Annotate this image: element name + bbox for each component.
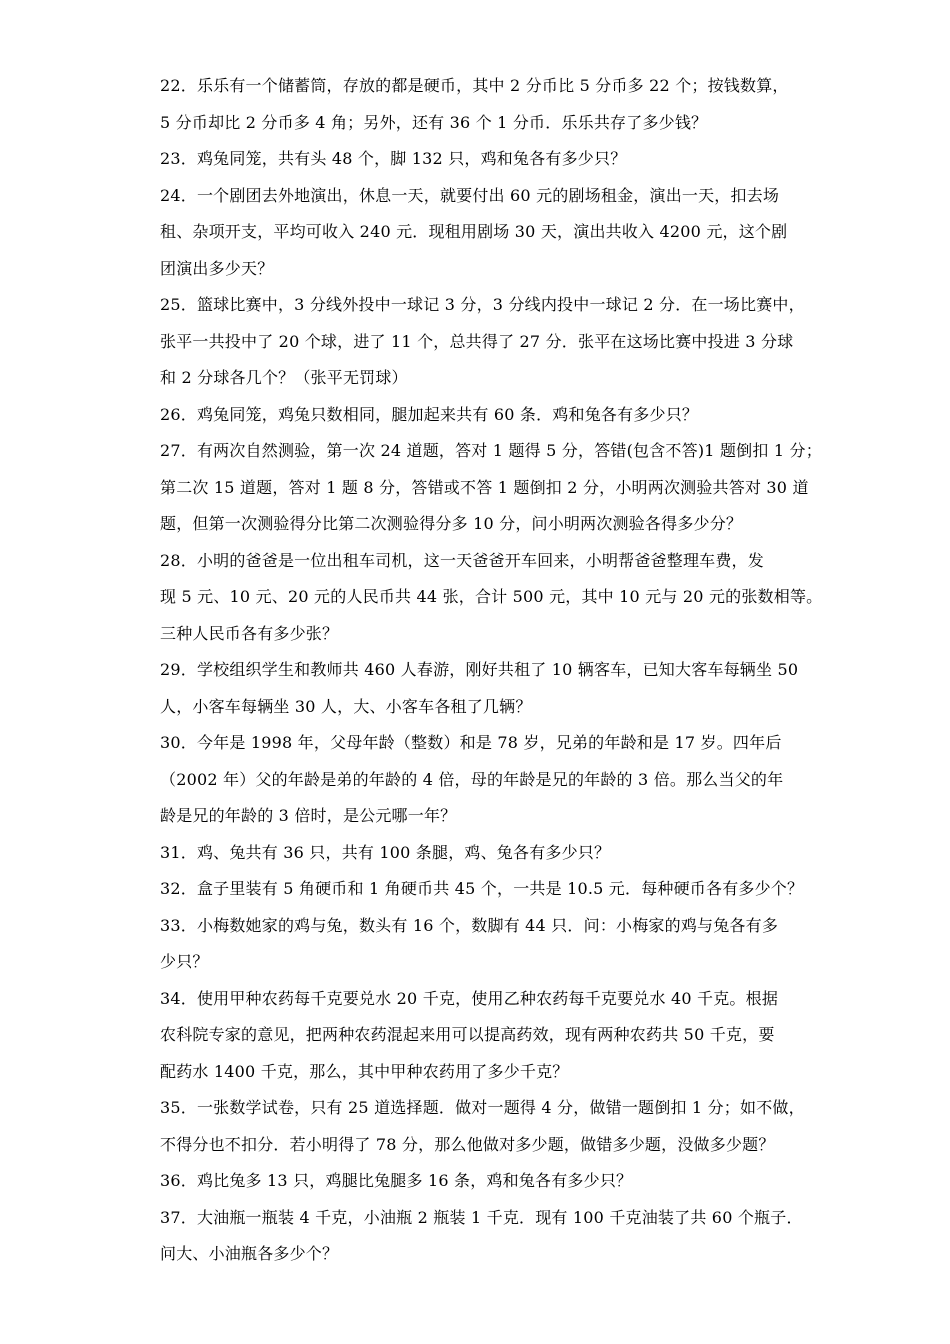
text-line: 配药水 1400 千克，那么，其中甲种农药用了多少千克？: [160, 1062, 569, 1081]
text-line: 题，但第一次测验得分比第二次测验得分多 10 分，问小明两次测验各得多少分？: [160, 514, 743, 533]
text-line: 32．盒子里装有 5 角硬币和 1 角硬币共 45 个，一共是 10.5 元．每种硬币各有多少个？: [160, 879, 804, 898]
text-line: 26．鸡兔同笼，鸡兔只数相同，腿加起来共有 60 条．鸡和兔各有多少只？: [160, 405, 699, 424]
text-line: 30．今年是 1998 年，父母年龄（整数）和是 78 岁，兄弟的年龄和是 17 岁。四年后: [160, 733, 782, 752]
text-line: 37．大油瓶一瓶装 4 千克，小油瓶 2 瓶装 1 千克．现有 100 千克油装了共 60 个瓶子．: [160, 1208, 803, 1227]
text-line: 不得分也不扣分．若小明得了 78 分，那么他做对多少题，做错多少题，没做多少题？: [160, 1135, 775, 1154]
text-line: 张平一共投中了 20 个球，进了 11 个，总共得了 27 分．张平在这场比赛中投进 3 分球: [160, 332, 794, 351]
text-line: 27．有两次自然测验，第一次 24 道题，答对 1 题得 5 分，答错(包含不答)1 题倒扣 1 分；: [160, 441, 822, 460]
text-line: 24．一个剧团去外地演出，休息一天，就要付出 60 元的剧场租金，演出一天，扣去场: [160, 186, 780, 205]
text-line: 33．小梅数她家的鸡与兔，数头有 16 个，数脚有 44 只．问：小梅家的鸡与兔各有多: [160, 916, 779, 935]
text-line: 31．鸡、兔共有 36 只，共有 100 条腿，鸡、兔各有多少只？: [160, 843, 611, 862]
text-line: 少只？: [160, 952, 209, 971]
text-line: （2002 年）父的年龄是弟的年龄的 4 倍，母的年龄是兄的年龄的 3 倍。那么当父的年: [160, 770, 784, 789]
text-line: 现 5 元、10 元、20 元的人民币共 44 张，合计 500 元，其中 10 元与 20 元的张数相等。: [160, 587, 823, 606]
text-line: 25．篮球比赛中，3 分线外投中一球记 3 分，3 分线内投中一球记 2 分．在一场比赛中，: [160, 295, 805, 314]
text-line: 35．一张数学试卷，只有 25 道选择题．做对一题得 4 分，做错一题倒扣 1 分；如不做，: [160, 1098, 805, 1117]
text-line: 人，小客车每辆坐 30 人，大、小客车各租了几辆？: [160, 697, 532, 716]
text-line: 36．鸡比兔多 13 只，鸡腿比兔腿多 16 条，鸡和兔各有多少只？: [160, 1171, 633, 1190]
text-line: 三种人民币各有多少张？: [160, 624, 339, 643]
text-line: 团演出多少天？: [160, 259, 274, 278]
text-line: 问大、小油瓶各多少个？: [160, 1244, 339, 1263]
text-line: 22．乐乐有一个储蓄筒，存放的都是硬币，其中 2 分币比 5 分币多 22 个；按钱数算，: [160, 76, 789, 95]
text-line: 23．鸡兔同笼，共有头 48 个，脚 132 只，鸡和兔各有多少只？: [160, 149, 627, 168]
text-line: 农科院专家的意见，把两种农药混起来用可以提高药效，现有两种农药共 50 千克，要: [160, 1025, 775, 1044]
text-line: 29．学校组织学生和教师共 460 人春游，刚好共租了 10 辆客车，已知大客车每辆坐 50: [160, 660, 799, 679]
text-line: 34．使用甲种农药每千克要兑水 20 千克，使用乙种农药每千克要兑水 40 千克。根据: [160, 989, 779, 1008]
text-line: 和 2 分球各几个？（张平无罚球）: [160, 368, 408, 387]
text-line: 5 分币却比 2 分币多 4 角；另外，还有 36 个 1 分币．乐乐共存了多少钱？: [160, 113, 708, 132]
text-line: 28．小明的爸爸是一位出租车司机，这一天爸爸开车回来，小明帮爸爸整理车费，发: [160, 551, 764, 570]
text-line: 龄是兄的年龄的 3 倍时，是公元哪一年？: [160, 806, 457, 825]
text-line: 第二次 15 道题，答对 1 题 8 分，答错或不答 1 题倒扣 2 分，小明两次测验共答对 30 道: [160, 478, 809, 497]
text-line: 租、杂项开支，平均可收入 240 元．现租用剧场 30 天，演出共收入 4200 元，这个剧: [160, 222, 788, 241]
